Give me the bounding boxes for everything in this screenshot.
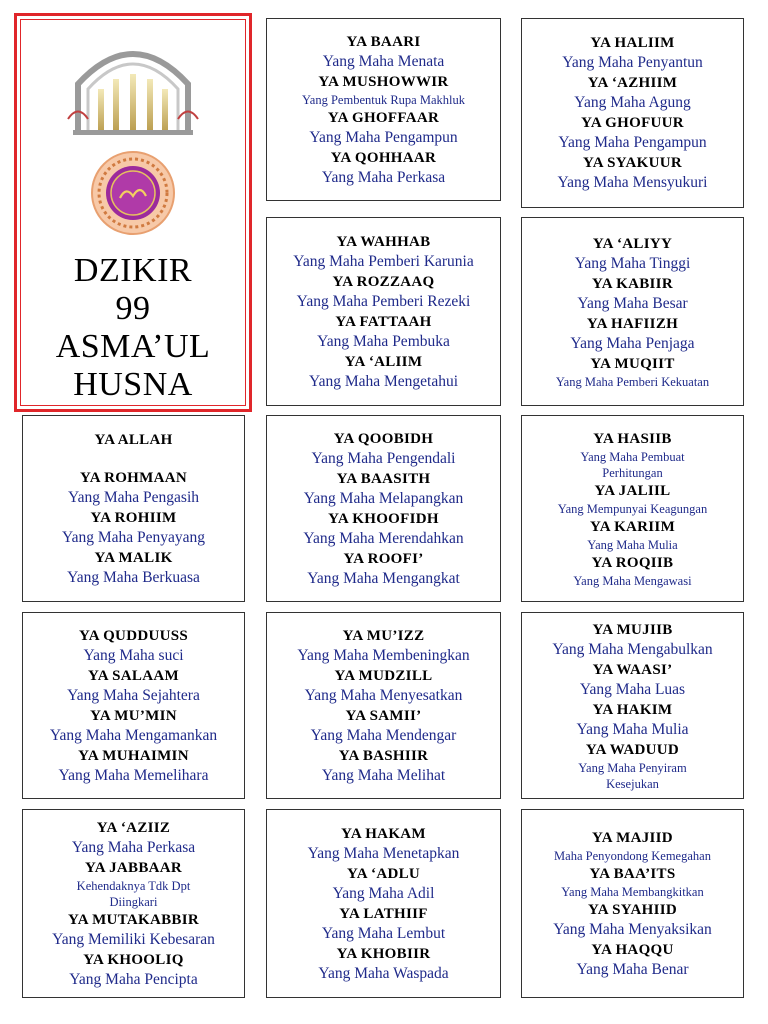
asma-name: YA ROQIIB [591,554,674,571]
asma-meaning: Yang Maha Merendahkan [303,529,464,547]
name-card [22,415,245,602]
asma-meaning: Yang Maha Pengampun [309,128,458,146]
asma-name: YA QUDDUUSS [78,627,189,644]
asma-meaning: Yang Maha Perkasa [71,838,196,856]
asma-name: YA KABIIR [592,275,673,292]
asma-meaning: Yang Maha suci [83,646,184,664]
asma-meaning: Yang Maha Membeningkan [297,646,470,664]
asma-meaning: Yang Maha Pembuat [580,449,685,464]
asma-meaning: Yang Maha Pembuka [317,332,450,350]
name-card [521,415,744,602]
asma-meaning: Kesejukan [606,776,659,791]
asma-name: YA ‘ALIYY [592,235,673,252]
title-card [14,13,252,412]
asma-name: YA BAASITH [336,470,431,487]
asma-name: YA KARIIM [589,518,676,535]
asma-name: YA SYAKUUR [582,155,682,171]
asma-meaning: Yang Maha Melihat [321,766,446,784]
asma-name: YA MUSHOWWIR [318,73,449,90]
asma-meaning: Yang Maha Berkuasa [67,568,200,586]
title-line-dzikir: DZIKIR [73,252,193,289]
name-card [266,809,501,998]
asma-meaning: Yang Maha Pengasih [67,488,200,506]
asma-name: YA ALLAH [94,431,173,448]
asma-meaning: Yang Maha Pemberi Kekuatan [555,374,710,389]
name-card [266,217,501,406]
asma-meaning: Yang Maha Penjaga [570,334,695,352]
asma-name: YA HAKIM [592,701,673,718]
asma-name: YA MALIK [94,549,173,566]
asma-meaning: Yang Maha Perkasa [321,168,446,186]
asma-meaning: Yang Maha Adil [332,884,435,902]
name-card [22,612,245,799]
asma-meaning: Yang Maha Mulia [587,537,678,552]
asma-meaning: Yang Pembentuk Rupa Makhluk [302,92,465,107]
asma-meaning: Yang Maha Menata [322,52,445,70]
asma-meaning: Yang Maha Benar [576,960,689,978]
asma-meaning: Perhitungan [602,465,663,480]
asma-name: YA KHOBIIR [336,945,431,962]
asma-meaning: Yang Maha Menyaksikan [553,920,712,938]
asma-name: YA HAQQU [591,941,674,958]
asma-name: YA QOHHAAR [330,149,437,166]
asma-meaning: Yang Maha Penyantun [562,54,703,71]
asma-name: YA WADUUD [585,741,680,758]
asma-name: YA SAMII’ [345,707,422,724]
asma-meaning: Yang Maha Tinggi [574,254,691,272]
asma-name: YA JALIIL [594,482,671,499]
asma-meaning: Yang Maha Mengetahui [308,372,459,390]
asma-meaning: Yang Maha Menyesatkan [304,686,463,704]
asma-name: YA HALIIM [590,35,675,51]
name-card [521,612,744,799]
asma-name: YA MUHAIMIN [78,747,189,764]
asma-name: YA ‘ALIIM [344,353,423,370]
asma-meaning: Yang Maha Mengabulkan [552,640,713,658]
asma-meaning: Yang Maha Pemberi Karunia [293,252,474,270]
name-card [266,415,501,602]
asma-name: YA WAASI’ [592,661,673,678]
asma-meaning: Yang Mempunyai Keagungan [557,501,708,516]
asma-name: YA MUQIIT [590,355,675,372]
asma-name: YA GHOFUUR [581,115,684,131]
asma-name: YA ROHMAAN [79,469,188,486]
asma-name: YA SYAHIID [587,901,677,918]
asma-meaning: Yang Maha Waspada [318,964,449,982]
asma-name: YA ROZZAAQ [332,273,435,290]
asma-name: YA ROOFI’ [343,550,424,567]
asma-name: YA BAARI [346,33,421,50]
asma-name: YA FATTAAH [335,313,432,330]
asma-name: YA KHOOLIQ [83,951,184,968]
asma-meaning: Yang Maha Mulia [576,720,689,738]
title-line-99: 99 [115,290,151,327]
name-card [521,809,744,998]
asma-name: YA MUJIIB [592,621,673,638]
asma-name: YA MU’IZZ [342,627,425,644]
asma-meaning: Yang Maha Lembut [321,924,446,942]
asma-meaning: Yang Maha Mendengar [310,726,457,744]
name-card [266,18,501,201]
asma-meaning: Yang Maha Pencipta [69,970,198,988]
asma-meaning: Yang Maha Melapangkan [303,489,464,507]
asma-name: YA KHOOFIDH [328,510,439,527]
asma-meaning: Yang Maha Pengampun [558,134,707,151]
title-line-asmaul: ASMA’UL [55,328,211,365]
asma-name: YA MAJIID [592,829,673,846]
asma-meaning: Yang Maha Mengamankan [49,726,218,744]
asma-name: YA BAA’ITS [589,865,676,882]
asma-name: YA MU’MIN [90,707,177,724]
asma-name: YA ‘AZHIIM [587,75,678,91]
mosque-arch-icon [58,34,208,144]
asma-meaning: Yang Maha Mengawasi [573,573,692,588]
name-card [521,217,744,406]
title-card-inner [20,19,246,406]
asma-meaning: Yang Maha Luas [579,680,686,698]
asma-name: YA BASHIIR [338,747,429,764]
asma-meaning: Yang Maha Pemberi Rezeki [296,292,471,310]
asma-meaning: Yang Maha Agung [574,94,691,111]
asma-meaning: Yang Memiliki Kebesaran [52,930,215,948]
asma-meaning: Yang Maha Penyayang [61,528,206,546]
title-text [56,252,211,404]
asma-meaning: Yang Maha Menetapkan [307,844,460,862]
asma-meaning: Yang Maha Memelihara [58,766,209,784]
asma-meaning: Yang Maha Sejahtera [67,686,200,704]
name-card [22,809,245,998]
asma-meaning: Yang Maha Penyiram [578,760,687,775]
asma-meaning: Kehendaknya Tdk Dpt [76,878,191,893]
allah-medallion-icon [90,150,176,236]
asma-meaning: Diingkari [109,894,158,909]
asma-meaning: Yang Maha Membangkitkan [561,884,704,899]
asma-name: YA JABBAAR [84,859,183,876]
asma-name: YA ‘ADLU [346,865,421,882]
asma-name: YA SALAAM [88,667,179,684]
asma-name: YA WAHHAB [336,233,431,250]
asma-name: YA HAFIIZH [586,315,679,332]
name-card [266,612,501,799]
asma-meaning: Yang Maha Pengendali [311,449,456,467]
asma-name: YA MUDZILL [334,667,433,684]
name-card [521,18,744,208]
asma-name: YA QOOBIDH [333,430,434,447]
asma-name: YA MUTAKABBIR [67,911,199,928]
title-line-husna: HUSNA [73,366,193,403]
asma-name: YA HASIIB [593,430,672,447]
asma-meaning: Yang Maha Besar [577,294,688,312]
asma-name: YA HAKAM [341,825,426,842]
asma-meaning: Maha Penyondong Kemegahan [554,848,711,863]
asma-name: YA LATHIIF [339,905,428,922]
asma-name: YA ‘AZIIZ [96,819,171,836]
asma-meaning: Yang Maha Mengangkat [307,569,460,587]
asma-name: YA ROHIIM [90,509,177,526]
asma-name: YA GHOFFAAR [327,109,440,126]
asma-meaning: Yang Maha Mensyukuri [557,174,708,191]
